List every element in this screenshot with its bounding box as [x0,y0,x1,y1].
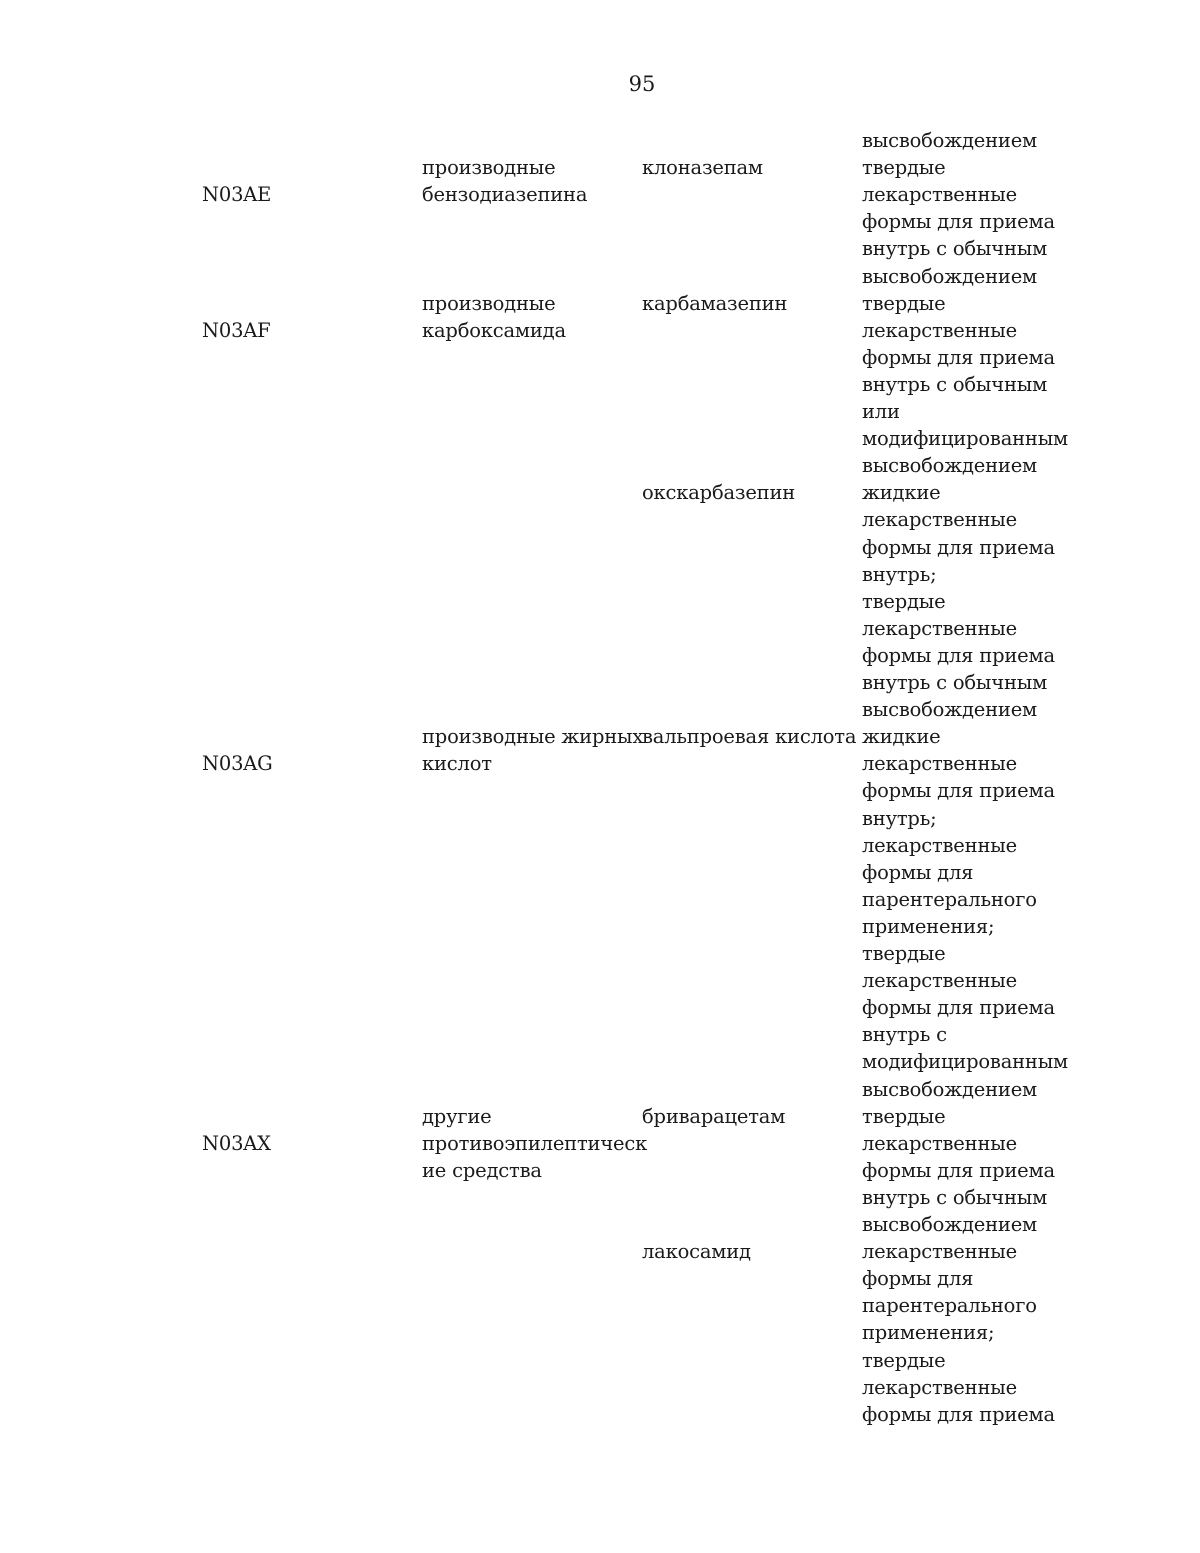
dosage-form-line: лекарственные [862,752,1017,776]
page-number: 95 [628,72,656,96]
dosage-form-line: формы для приема [862,779,1055,803]
dosage-form-line: внутрь с [862,1023,947,1047]
dosage-form-line: высвобождением [862,454,1038,478]
group-name: производные [422,291,556,315]
group-name: кислот [422,752,492,776]
dosage-form-line: лекарственные [862,508,1017,532]
drug-name: клоназепам [642,156,763,180]
dosage-form-line: твердые [862,589,946,613]
dosage-form-line: лекарственные [862,1131,1017,1155]
dosage-form-line: высвобождением [862,698,1038,722]
dosage-form-line: лекарственные [862,833,1017,857]
dosage-form-line: формы для [862,1267,974,1291]
dosage-form-line: формы для приема [862,643,1055,667]
group-name: производные жирных [422,725,644,749]
dosage-form-line: лекарственные [862,969,1017,993]
atc-code: N03AE [202,183,272,207]
dosage-form-line: твердые [862,942,946,965]
drug-name: окскарбазепин [642,481,796,505]
dosage-form-line: высвобождением [862,264,1038,288]
dosage-form-line: применения; [862,1321,995,1345]
dosage-form-line: лекарственные [862,616,1017,640]
group-name: ие средства [422,1158,542,1182]
dosage-form-line: формы для приема [862,345,1055,369]
group-name: карбоксамида [422,318,566,342]
dosage-form-line: формы для приема [862,535,1055,559]
dosage-form-line: жидкие [862,725,941,749]
dosage-form-line: модифицированным [862,427,1069,451]
dosage-form-line: формы для приема [862,1158,1055,1182]
group-name: производные [422,156,556,180]
dosage-form-line: лекарственные [862,183,1017,207]
drug-name: вальпроевая кислота [642,725,857,749]
dosage-form-line: твердые [862,1104,946,1128]
dosage-form-line: жидкие [862,481,941,505]
dosage-form-line: высвобождением [862,129,1038,152]
dosage-form-line: высвобождением [862,1213,1038,1236]
dosage-form-line: внутрь; [862,562,937,586]
atc-code: N03AX [202,1131,271,1155]
drug-name: лакосамид [642,1240,751,1264]
atc-code: N03AF [202,318,271,342]
dosage-form-line: формы для [862,860,974,884]
dosage-form-line: внутрь с обычным [862,671,1048,694]
dosage-form-line: лекарственные [862,318,1017,342]
dosage-form-line: парентерального [862,887,1037,911]
dosage-form-line: лекарственные [862,1375,1017,1399]
dosage-form-line: твердые [862,291,946,315]
dosage-form-line: формы для приема [862,1402,1055,1426]
dosage-form-line: модифицированным [862,1050,1069,1074]
dosage-form-line: внутрь с обычным [862,1185,1048,1209]
group-name: бензодиазепина [422,183,588,207]
dosage-form-line: лекарственные [862,1240,1017,1264]
drug-name: карбамазепин [642,291,788,315]
dosage-form-line: внутрь с обычным [862,237,1048,261]
dosage-form-line: внутрь с обычным [862,372,1048,396]
dosage-form-line: формы для приема [862,210,1055,234]
group-name: противоэпилептическ [422,1131,648,1155]
dosage-form-line: применения; [862,914,995,938]
drug-name: бриварацетам [642,1104,786,1128]
dosage-form-line: высвобождением [862,1077,1038,1101]
dosage-form-line: твердые [862,1348,946,1372]
dosage-form-line: или [862,400,900,423]
atc-code: N03AG [202,752,273,776]
group-name: другие [422,1104,492,1128]
dosage-form-line: парентерального [862,1294,1037,1318]
dosage-form-line: внутрь; [862,806,937,830]
dosage-form-line: формы для приема [862,996,1055,1020]
dosage-form-line: твердые [862,156,946,180]
